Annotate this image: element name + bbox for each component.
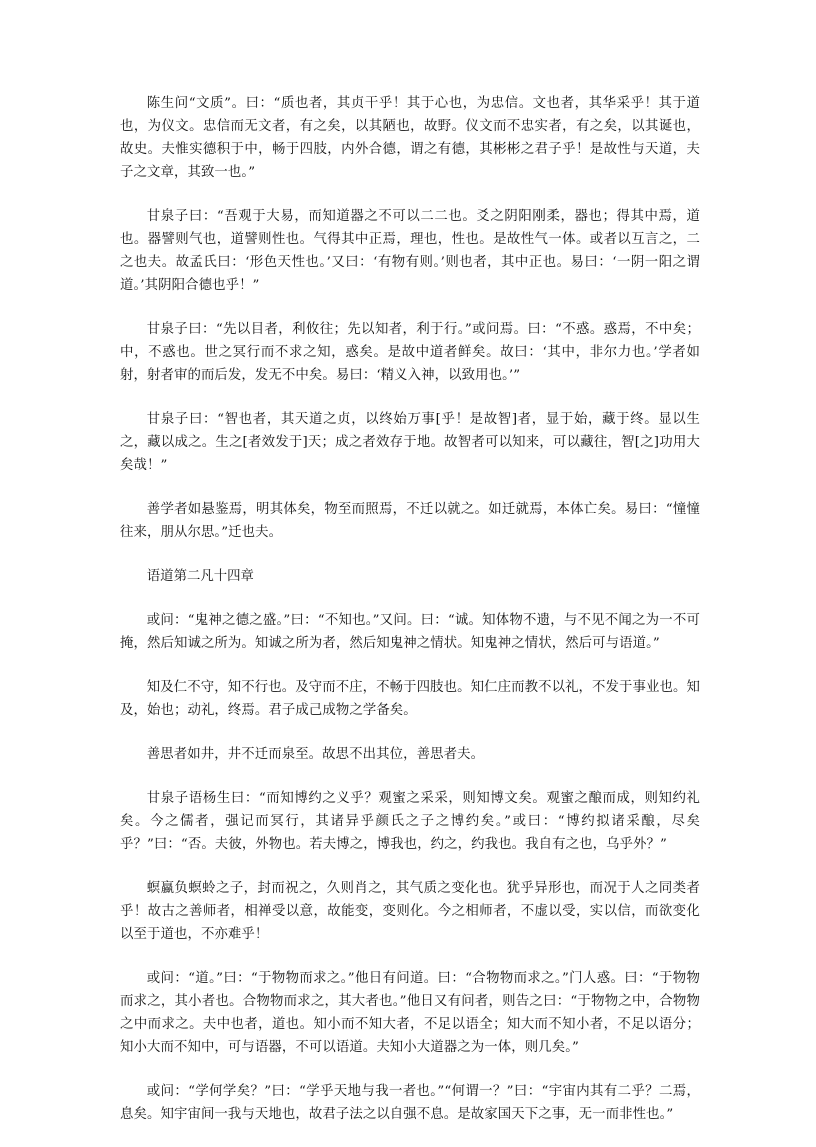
chapter-heading: 语道第二凡十四章 [146, 569, 254, 584]
paragraph-wenzhi: 陈生问“文质”。曰：“质也者，其贞干乎！其于心也，为忠信。文也者，其华采乎！其于道也，为仪文。忠信而无文者，有之矣，以其陋也，故野。仪文而不忠实者，有之矣，以其诞也，故史。夫惟实德积于中，畅于四肢，内外合德，谓之有德，其彬彬之君子乎！是故性与天道，夫子之文章，其致一也。” [120, 96, 700, 180]
paragraph-mingluo: 螟蠃负螟蛉之子，封而祝之，久则肖之，其气质之变化也。犹乎异形也，而况于人之同类者乎！故古之善师者，相禅受以意，故能变，变则化。今之相师者，不虚以受，实以信，而欲变化以至于道也，不亦难乎！ [120, 881, 700, 942]
paragraph-guishen: 或问：“鬼神之德之盛。”曰：“不知也。”又问。曰：“诚。知体物不遗，与不见不闻之为一不可掩，然后知诚之所为。知诚之所为者，然后知鬼神之情状。知鬼神之情状，然后可与语道。” [120, 613, 700, 651]
paragraph-shanxue: 善学者如悬鉴焉，明其体矣，物至而照焉，不迁以就之。如迁就焉，本体亡矣。易曰：“憧憧往来，朋从尔思。”迁也夫。 [120, 502, 700, 540]
paragraph-zhiyezhe: 甘泉子曰：“智也者，其天道之贞，以终始万事[乎！是故智]者，显于始，藏于终。显以生之，藏以成之。生之[者效发于]天；成之者效存于地。故智者可以知来，可以藏往，智[之]功用大矣哉！” [120, 412, 700, 473]
paragraph-xuehe: 或问：“学何学矣？”曰：“学乎天地与我一者也。”“何谓一？”曰：“宇宙内其有二乎？二焉，息矣。知宇宙间一我与天地也，故君子法之以自强不息。是故家国天下之事，无一而非性也。” [120, 1084, 700, 1122]
paragraph-shansi: 善思者如井，井不迁而泉至。故思不出其位，善思者夫。 [146, 747, 485, 762]
document-page [120, 92, 700, 1147]
paragraph-wendao: 或问：“道。”曰：“于物物而求之。”他日有问道。曰：“合物物而求之。”门人惑。曰：“于物物而求之，其小者也。合物物而求之，其大者也。”他日又有问者，则告之曰：“于物物之中，合物物之中而求之。夫中也者，道也。知小而不知大者，不足以语全；知大而不知小者，不足以语分；知小大而不知中，可与语器，不可以语道。夫知小大道器之为一体，则几矣。” [120, 971, 700, 1055]
paragraph-boyue: 甘泉子语杨生曰：“而知博约之义乎？观蜜之采采，则知博文矣。观蜜之酿而成，则知约礼矣。今之儒者，强记而冥行，其诸异乎颜氏之子之博约矣。”或曰：“博约拟诸采酿，尽矣乎？”曰：“否。夫彼，外物也。若夫博之，博我也，约之，约我也。我自有之也，乌乎外？” [120, 791, 700, 852]
paragraph-zhijiren: 知及仁不守，知不行也。及守而不庄，不畅于四肢也。知仁庄而教不以礼，不发于事业也。知及，始也；动礼，终焉。君子成己成物之学备矣。 [120, 680, 700, 718]
paragraph-xianyimu: 甘泉子曰：“先以目者，利攸往；先以知者，利于行。”或问焉。曰：“不惑。惑焉，不中矣；中，不惑也。世之冥行而不求之知，惑矣。是故中道者鲜矣。故曰：‘其中，非尔力也。’学者如射，射者审的而后发，发无不中矣。易曰：‘精义入神，以致用也。’” [120, 322, 700, 383]
paragraph-dayi: 甘泉子曰：“吾观于大易，而知道器之不可以二二也。爻之阴阳刚柔，器也；得其中焉，道也。器譬则气也，道譬则性也。气得其中正焉，理也，性也。是故性气一体。或者以互言之，二之也夫。故孟氏曰：‘形色天性也。’又曰：‘有物有则。’则也者，其中正也。易曰：‘一阴一阳之谓道。’其阴阳合德也乎！” [120, 209, 700, 293]
